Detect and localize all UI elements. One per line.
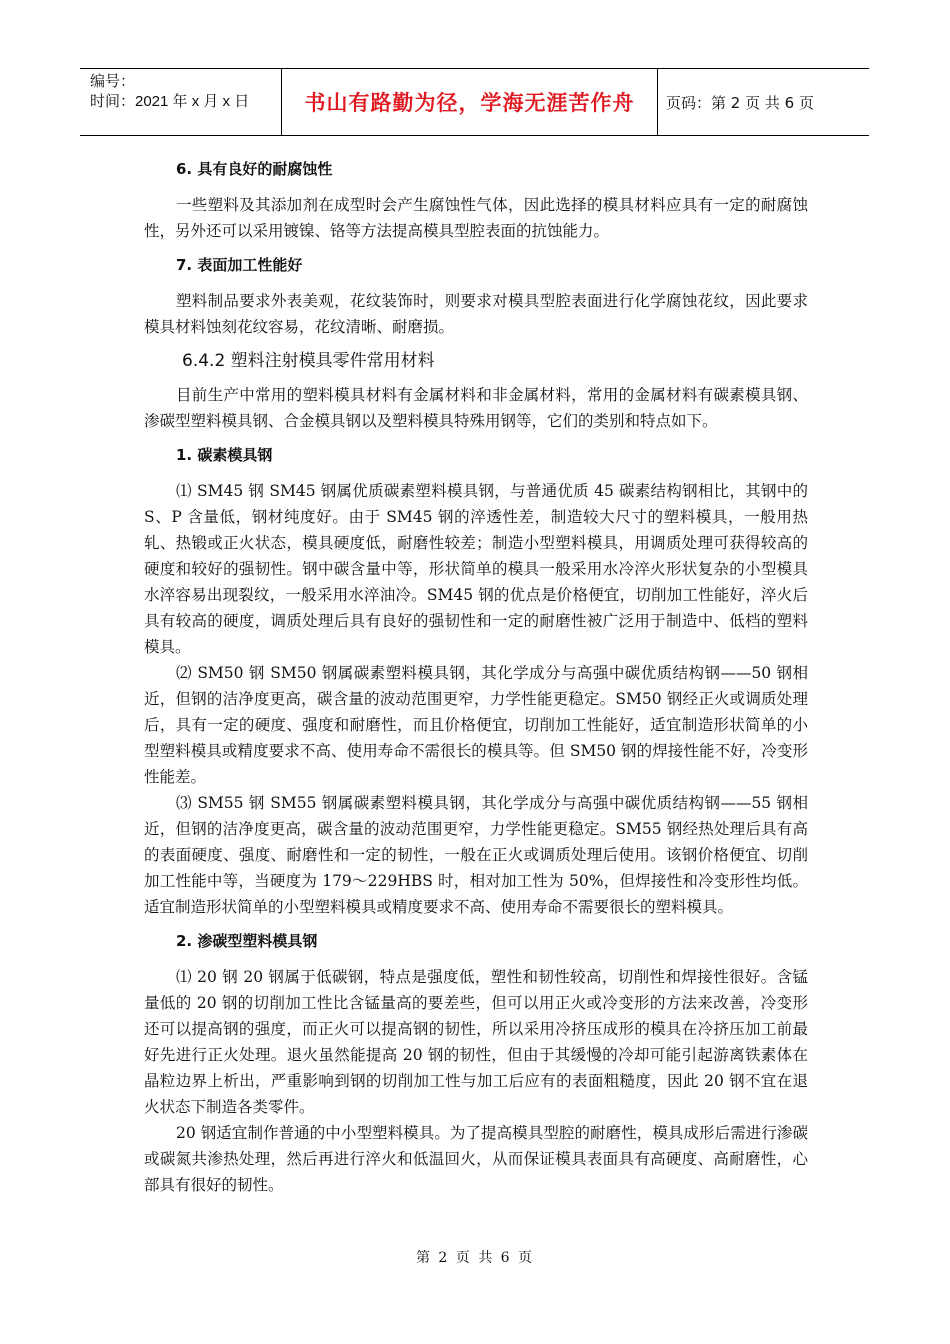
paragraph: 20 钢适宜制作普通的中小型塑料模具。为了提高模具型腔的耐磨性，模具成形后需进行渗碳或碳氮共渗热处理，然后再进行淬火和低温回火，从而保证模具表面具有高硬度、高耐磨性，心部具有很好的韧性。 — [144, 1124, 808, 1194]
paragraph: ⑴ 20 钢 20 钢属于低碳钢，特点是强度低，塑性和韧性较高，切削性和焊接性很好。含锰量低的 20 钢的切削加工性比含锰量高的要差些，但可以用正火或冷变形的方法来改善，冷变形还可以提高钢的强度，而正火可以提高钢的韧性，所以采用冷挤压成形的模具在冷挤压加工前最好先进行正火处理。退火虽然能提高 20 钢的韧性，但由于其缓慢的冷却可能引起游离铁素体在晶粒边界上析出，严重影响到钢的切削加工性与加工后应有的表面粗糙度，因此 20 钢不宜在退火状态下制造各类零件。 — [144, 968, 808, 1116]
paragraph: ⑶ SM55 钢 SM55 钢属碳素塑料模具钢，其化学成分与高强中碳优质结构钢——55 钢相近，但钢的洁净度更高，碳含量的波动范围更窄，力学性能更稳定。SM55 钢经热处理后具有高的表面硬度、强度、耐磨性和一定的韧性，一般在正火或调质处理后使用。该钢价格便宜、切削加工性能中等，当硬度为 179～229HBS 时，相对加工性为 50%，但焊接性和冷变形性均低。适宜制造形状简单的小型塑料模具或精度要求不高、使用寿命不需要很长的塑料模具。 — [144, 794, 808, 916]
header-table — [80, 68, 869, 136]
time-label: 时间：2021 年 x 月 x 日 — [90, 93, 250, 110]
section-heading: 7. 表面加工性能好 — [176, 256, 303, 274]
subsection-heading: 6.4.2 塑料注射模具零件常用材料 — [182, 351, 435, 371]
paragraph: 一些塑料及其添加剂在成型时会产生腐蚀性气体，因此选择的模具材料应具有一定的耐腐蚀性，另外还可以采用镀镍、铬等方法提高模具型腔表面的抗蚀能力。 — [144, 196, 808, 240]
page-footer: 第 2 页 共 6 页 — [415, 1250, 535, 1266]
header-meta — [80, 69, 282, 135]
section-heading: 6. 具有良好的耐腐蚀性 — [176, 160, 333, 178]
paragraph: 塑料制品要求外表美观，花纹装饰时，则要求对模具型腔表面进行化学腐蚀花纹，因此要求模具材料蚀刻花纹容易，花纹清晰、耐磨损。 — [144, 292, 808, 336]
number-label: 编号： — [90, 73, 136, 90]
header-motto: 书山有路勤为径，学海无涯苦作舟 — [282, 69, 658, 135]
document-body — [144, 150, 808, 1198]
paragraph: ⑴ SM45 钢 SM45 钢属优质碳素塑料模具钢，与普通优质 45 碳素结构钢相比，其钢中的 S、P 含量低，钢材纯度好。由于 SM45 钢的淬透性差，制造较大尺寸的塑料模具，一般用热轧、热锻或正火状态，模具硬度低，耐磨性较差；制造小型塑料模具，用调质处理可获得较高的硬度和较好的强韧性。钢中碳含量中等，形状简单的模具一般采用水冷淬火形状复杂的小型模具水淬容易出现裂纹，一般采用水淬油冷。SM45 钢的优点是价格便宜，切削加工性能好，淬火后具有较高的硬度，调质处理后具有良好的强韧性和一定的耐磨性被广泛用于制造中、低档的塑料模具。 — [144, 482, 808, 656]
paragraph: 目前生产中常用的塑料模具材料有金属材料和非金属材料，常用的金属材料有碳素模具钢、渗碳型塑料模具钢、合金模具钢以及塑料模具特殊用钢等，它们的类别和特点如下。 — [144, 386, 808, 430]
paragraph: ⑵ SM50 钢 SM50 钢属碳素塑料模具钢，其化学成分与高强中碳优质结构钢——50 钢相近，但钢的洁净度更高，碳含量的波动范围更窄，力学性能更稳定。SM50 钢经正火或调质处理后，具有一定的硬度、强度和耐磨性，而且价格便宜，切削加工性能好，适宜制造形状简单的小型塑料模具或精度要求不高、使用寿命不需很长的模具等。但 SM50 钢的焊接性能不好，冷变形性能差。 — [144, 664, 808, 786]
section-heading: 2. 渗碳型塑料模具钢 — [176, 932, 318, 950]
section-heading: 1. 碳素模具钢 — [176, 446, 273, 464]
header-page-info: 页码：第 2 页 共 6 页 — [666, 93, 814, 112]
